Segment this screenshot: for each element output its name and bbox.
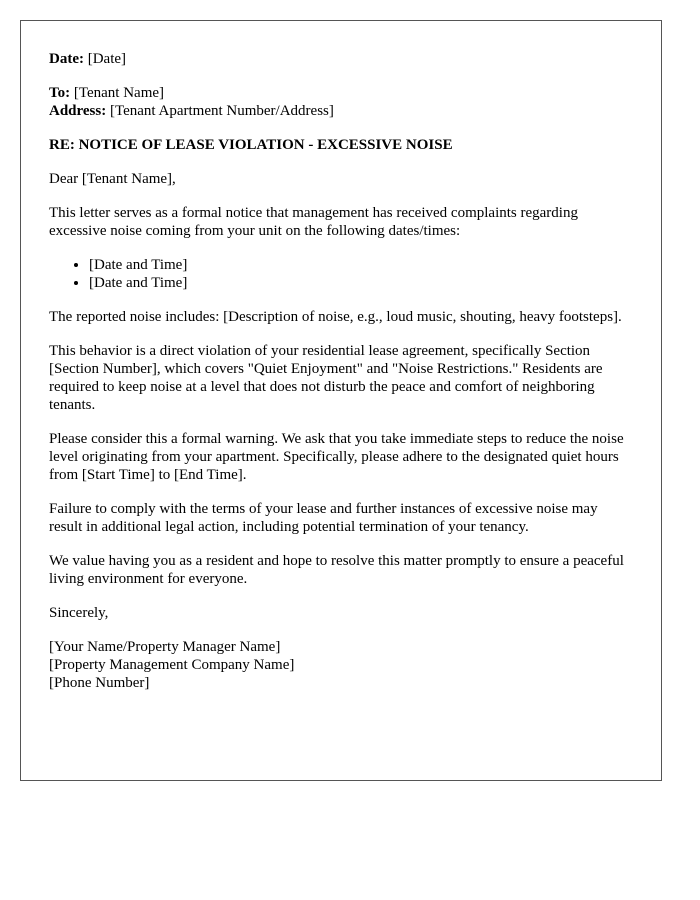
- date-value: [Date]: [87, 51, 127, 67]
- noise-description-paragraph: The reported noise includes: [Description of noise, e.g., loud music, shouting, heavy footsteps].: [49, 309, 622, 325]
- recipient-block: [49, 84, 633, 120]
- salutation: Dear [Tenant Name],: [49, 171, 176, 187]
- date-list-item: • [Date and Time]: [89, 256, 633, 274]
- date-list-item: • [Date and Time]: [89, 274, 633, 292]
- address-value: [Tenant Apartment Number/Address]: [109, 103, 334, 119]
- closing-paragraph: We value having you as a resident and hope to resolve this matter promptly to ensure a peaceful living environment for everyone.: [49, 553, 624, 587]
- to-line: [49, 84, 633, 102]
- signoff: Sincerely,: [49, 605, 109, 621]
- to-label: To:: [49, 85, 71, 101]
- letter-page: [20, 20, 662, 781]
- intro-paragraph: This letter serves as a formal notice that management has received complaints regarding excessive noise coming from your unit on the following dates/times:: [49, 205, 578, 239]
- date-line: [49, 50, 633, 68]
- dates-list: [49, 256, 633, 292]
- violation-paragraph: This behavior is a direct violation of your residential lease agreement, specifically Section [Section Number], which covers "Quiet Enjoyment" and "Noise Restrictions." Residents are required to keep noise at a level that does not disturb the peace and comfort of neighboring tenants.: [49, 343, 603, 413]
- date-label: Date:: [49, 51, 84, 67]
- address-line: [49, 102, 633, 120]
- signature-block: [49, 638, 633, 692]
- subject-line: RE: NOTICE OF LEASE VIOLATION - EXCESSIVE NOISE: [49, 137, 453, 153]
- consequence-paragraph: Failure to comply with the terms of your lease and further instances of excessive noise may result in additional legal action, including potential termination of your tenancy.: [49, 501, 598, 535]
- warning-paragraph: Please consider this a formal warning. We ask that you take immediate steps to reduce the noise level originating from your apartment. Specifically, please adhere to the designated quiet hours from [Start Time] to [End Time].: [49, 431, 624, 483]
- signature-phone: [Phone Number]: [49, 675, 150, 691]
- address-label: Address:: [49, 103, 107, 119]
- signature-company: [Property Management Company Name]: [49, 657, 295, 673]
- signature-name: [Your Name/Property Manager Name]: [49, 639, 281, 655]
- to-value: [Tenant Name]: [73, 85, 165, 101]
